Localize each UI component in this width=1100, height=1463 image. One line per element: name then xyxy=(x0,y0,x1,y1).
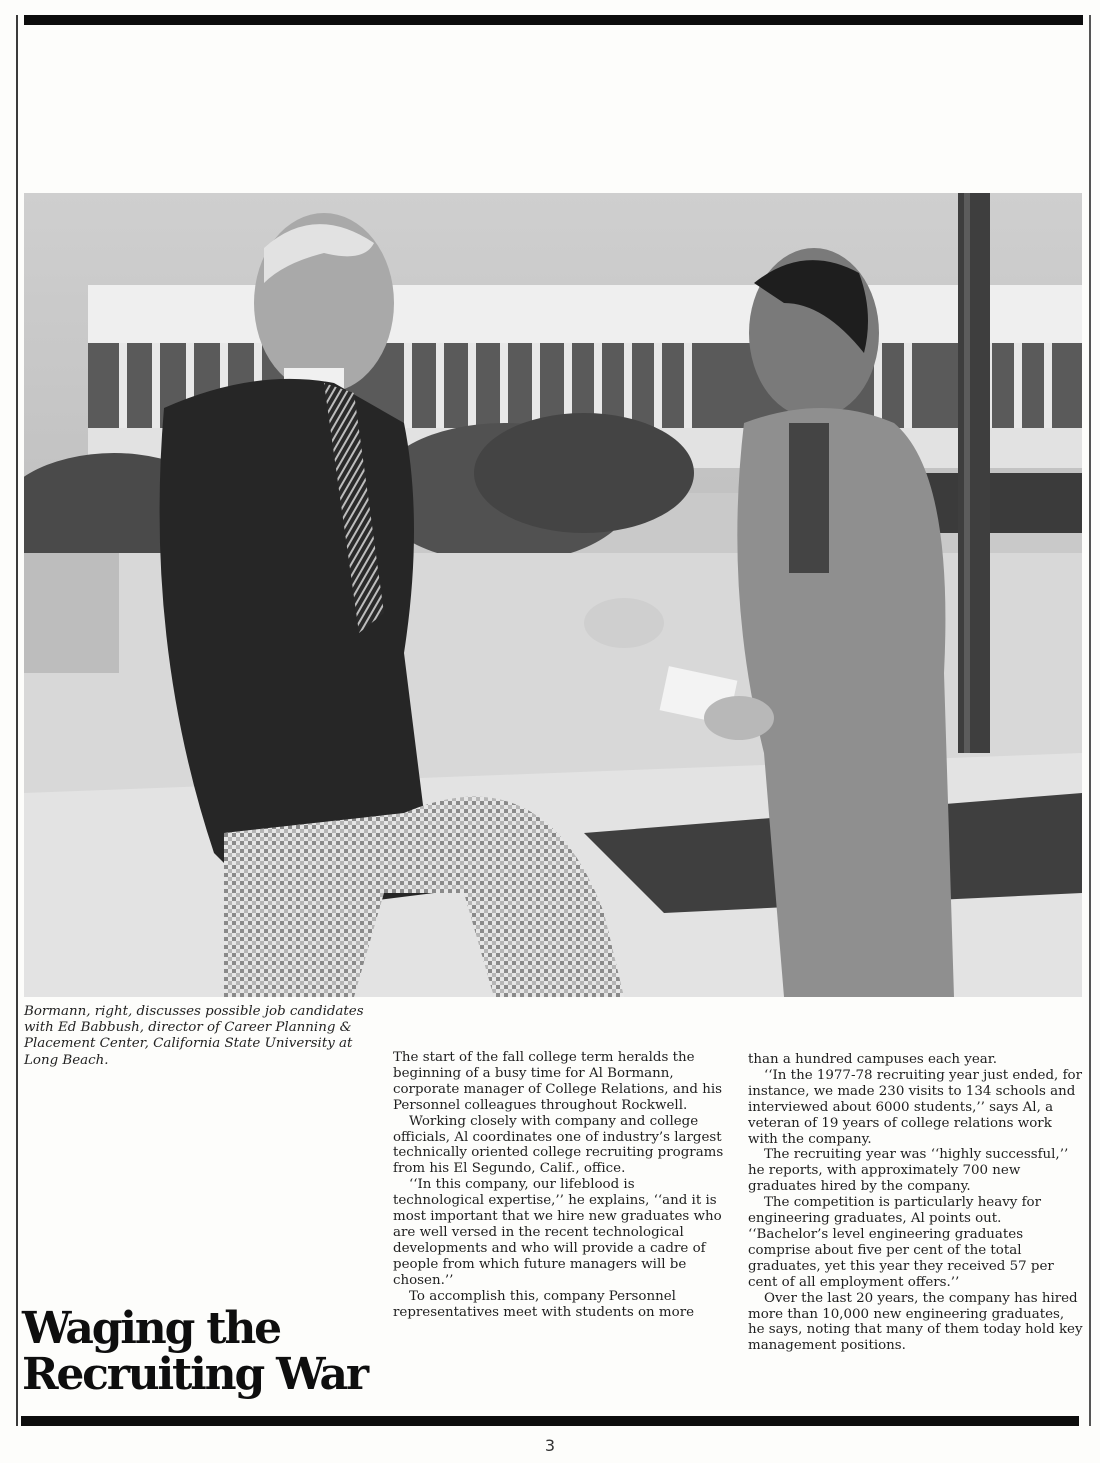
bottom-rule-bar xyxy=(21,1416,1079,1426)
article-column-1 xyxy=(393,1050,728,1320)
photo-building-roof xyxy=(88,285,1082,343)
article-paragraph: Over the last 20 years, the company has hired more than 10,000 new engineering graduates, he says, noting that many of them today hold key management positions. xyxy=(748,1290,1083,1354)
page-border-left xyxy=(16,15,18,1426)
article-paragraph: ‘‘In the 1977-78 recruiting year just ended, for instance, we made 230 visits to 134 schools and interviewed about 6000 students,’’ says Al, a veteran of 19 years of college relations work with the company. xyxy=(748,1067,1082,1147)
article-paragraph: ‘‘In this company, our lifeblood is technological expertise,’’ he explains, ‘‘and it is most important that we hire new graduates who are well versed in the recent technological developments and who will provide a cadre of people from which future managers will be chosen.’’ xyxy=(393,1177,722,1288)
article-paragraph: To accomplish this, company Personnel representatives meet with students on more xyxy=(393,1288,695,1320)
headline-line-1: Waging the xyxy=(22,1303,280,1354)
article-paragraph: The recruiting year was ‘‘highly successful,’’ he reports, with approximately 700 new graduates hired by the company. xyxy=(748,1147,1069,1195)
photo-lamp-pole xyxy=(958,193,990,753)
page-number: 3 xyxy=(544,1436,556,1455)
photo-caption: Bormann, right, discusses possible job candidates with Ed Babbush, director of Career Planning & Placement Center, California State University at Long Beach. xyxy=(24,1004,364,1068)
article-headline xyxy=(22,1303,382,1400)
headline-line-2: Recruiting War xyxy=(22,1349,367,1400)
page-border-right xyxy=(1089,15,1091,1426)
top-rule-bar xyxy=(24,15,1083,25)
article-paragraph: than a hundred campuses each year. xyxy=(748,1052,997,1067)
article-photo xyxy=(24,193,1082,997)
article-column-2 xyxy=(748,1052,1083,1354)
article-paragraph: The competition is particularly heavy for engineering graduates, Al points out. ‘‘Bachelor’s level engineering graduates comprise about five per cent of the total graduates, yet this year they received 57 per cent of all employment offers.’’ xyxy=(748,1195,1054,1290)
article-paragraph: Working closely with company and college officials, Al coordinates one of industry’s largest technically oriented college recruiting programs from his El Segundo, Calif., office. xyxy=(393,1113,724,1177)
photo-illustration xyxy=(24,193,1082,997)
article-paragraph: The start of the fall college term heralds the beginning of a busy time for Al Bormann, corporate manager of College Relations, and his Personnel colleagues throughout Rockwell. xyxy=(393,1050,723,1113)
